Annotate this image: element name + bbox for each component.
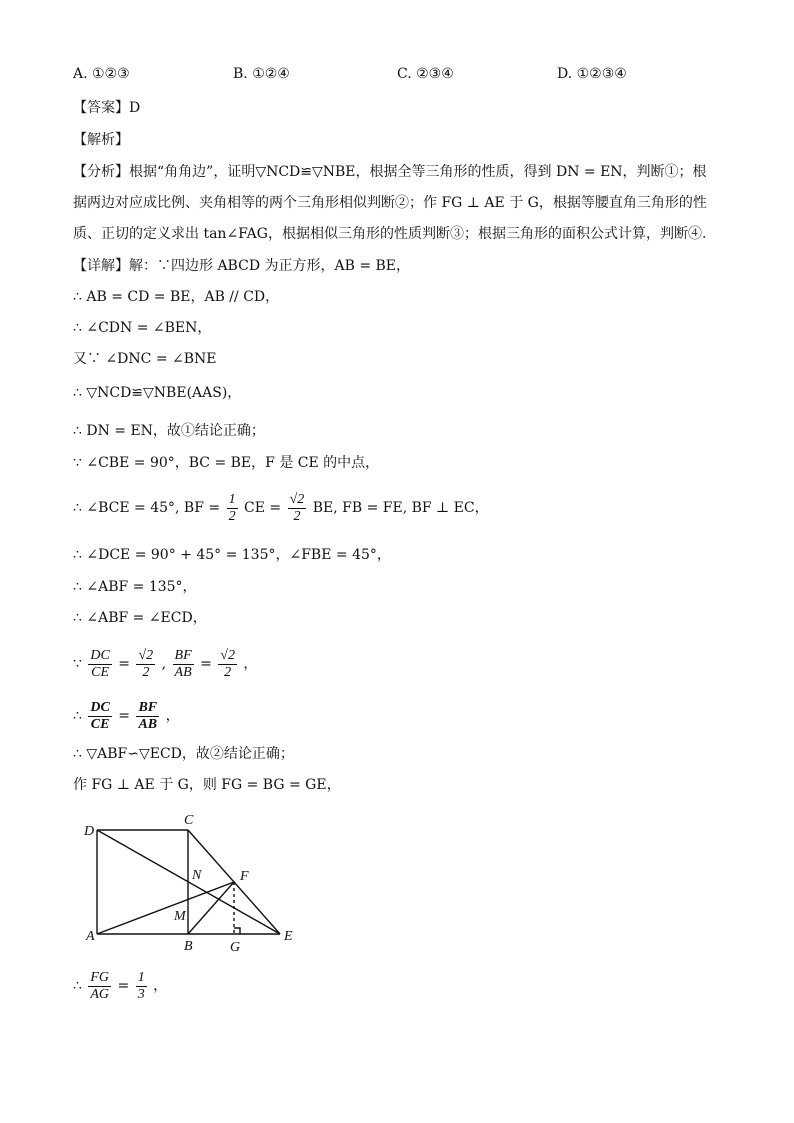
label-c: C [184, 813, 194, 828]
fraction-num: 1 [137, 969, 145, 985]
text-line-15-part-e: ， [243, 656, 258, 672]
fraction-dc-ce [88, 648, 111, 681]
text-line-8: ∴ ▽NCD≌▽NBE(AAS)， [73, 385, 242, 401]
fraction-num: 1 [228, 491, 236, 507]
fraction-sqrt2-over-2 [136, 648, 155, 681]
option-d: D. ①②③④ [557, 66, 627, 82]
fraction-den: 2 [224, 664, 232, 680]
text-line-3: 质、正切的定义求出 tan∠FAG，根据相似三角形的性质判断③；根据三角形的面积公式计算，判断④. [73, 226, 707, 242]
text-line-15-part-c: , [161, 656, 167, 672]
option-c: C. ②③④ [397, 66, 454, 82]
text-line-19-part-c: ， [153, 978, 168, 994]
fraction-half [227, 492, 238, 525]
text-line-13: ∴ ∠ABF = 135°， [73, 579, 197, 595]
option-b: B. ①②④ [233, 66, 290, 82]
text-line-16-part-b: = [118, 708, 131, 724]
answer-value: D [129, 100, 141, 116]
text-line-4: 【详解】解：∵四边形 ABCD 为正方形，AB = BE， [73, 258, 411, 274]
fraction-sqrt2-over-2 [218, 648, 237, 681]
fraction-den: 3 [137, 986, 145, 1002]
right-angle-mark [234, 928, 240, 934]
segment-bf [188, 882, 234, 934]
label-f: F [240, 869, 249, 884]
fraction-den: AB [174, 664, 192, 680]
fraction-den: CE [91, 664, 110, 680]
fraction-sqrt2-over-2 [288, 492, 307, 525]
segment-af [97, 882, 234, 934]
fraction-den: 2 [293, 508, 301, 524]
text-line-1: 【分析】根据“角角边”，证明▽NCD≌▽NBE，根据全等三角形的性质，得到 DN = EN，判断①；根 [73, 164, 707, 180]
fraction-fg-ag [88, 970, 111, 1003]
text-line-15-part-a: ∵ [73, 656, 82, 672]
fraction-num: √2 [138, 647, 154, 663]
fraction-one-third [136, 970, 147, 1003]
text-line-14: ∴ ∠ABF = ∠ECD， [73, 610, 207, 626]
text-line-19-part-a: ∴ [73, 978, 82, 994]
fraction-dc-ce [88, 700, 111, 733]
option-a: A. ①②③ [73, 66, 130, 82]
text-line-18: 作 FG ⊥ AE 于 G，则 FG = BG = GE， [73, 777, 341, 793]
label-b: B [184, 939, 193, 954]
text-line-17: ∴ ▽ABF∽▽ECD，故②结论正确； [73, 746, 294, 762]
fraction-num: √2 [220, 647, 235, 663]
text-line-19 [73, 968, 167, 1004]
text-line-6: ∴ ∠CDN = ∠BEN， [73, 320, 212, 336]
text-line-15 [73, 646, 257, 682]
fraction-den: 2 [228, 508, 236, 524]
label-n: N [192, 868, 202, 883]
text-line-10: ∵ ∠CBE = 90°，BC = BE，F 是 CE 的中点， [73, 455, 380, 471]
geometry-figure [80, 810, 310, 960]
text-line-11-part-a: ∴ ∠BCE = 45°, BF = [73, 500, 221, 516]
answer-line [73, 98, 140, 118]
fraction-den: CE [90, 716, 110, 732]
text-line-2: 据两边对应成比例、夹角相等的两个三角形相似判断②；作 FG ⊥ AE 于 G，根据等腰直角三角形的性 [73, 195, 707, 211]
text-line-19-part-b: = [117, 978, 130, 994]
fraction-den: AB [138, 716, 158, 732]
label-a: A [86, 929, 95, 944]
text-line-11-part-b: CE = [244, 500, 282, 516]
text-line-9: ∴ DN = EN，故①结论正确； [73, 423, 265, 439]
label-m: M [174, 909, 186, 924]
text-line-15-part-d: = [200, 656, 212, 672]
fraction-num: DC [90, 699, 110, 715]
fraction-num: BF [138, 699, 158, 715]
fraction-den: AG [90, 986, 110, 1002]
analysis-tag: 【解析】 [73, 132, 129, 148]
fraction-bf-ab [136, 700, 159, 733]
fraction-den: 2 [142, 664, 150, 680]
label-d: D [84, 824, 95, 839]
fraction-num: DC [90, 647, 110, 663]
text-line-5: ∴ AB = CD = BE，AB // CD， [73, 289, 280, 305]
answer-tag: 【答案】 [73, 100, 129, 116]
text-line-12: ∴ ∠DCE = 90° + 45° = 135°，∠FBE = 45°， [73, 547, 391, 563]
fraction-num: BF [174, 647, 192, 663]
label-e: E [284, 929, 293, 944]
text-line-11 [73, 490, 489, 526]
text-line-16-part-a: ∴ [73, 708, 82, 724]
label-g: G [230, 940, 241, 955]
fraction-num: √2 [289, 491, 305, 507]
fraction-num: FG [90, 969, 110, 985]
text-line-16 [73, 698, 180, 734]
text-line-11-part-c: BE, FB = FE, BF ⊥ EC， [312, 500, 489, 516]
text-line-7: 又∵ ∠DNC = ∠BNE [73, 351, 217, 367]
text-line-16-part-c: ， [165, 708, 180, 724]
text-line-15-part-b: = [118, 656, 131, 672]
fraction-bf-ab [173, 648, 194, 681]
